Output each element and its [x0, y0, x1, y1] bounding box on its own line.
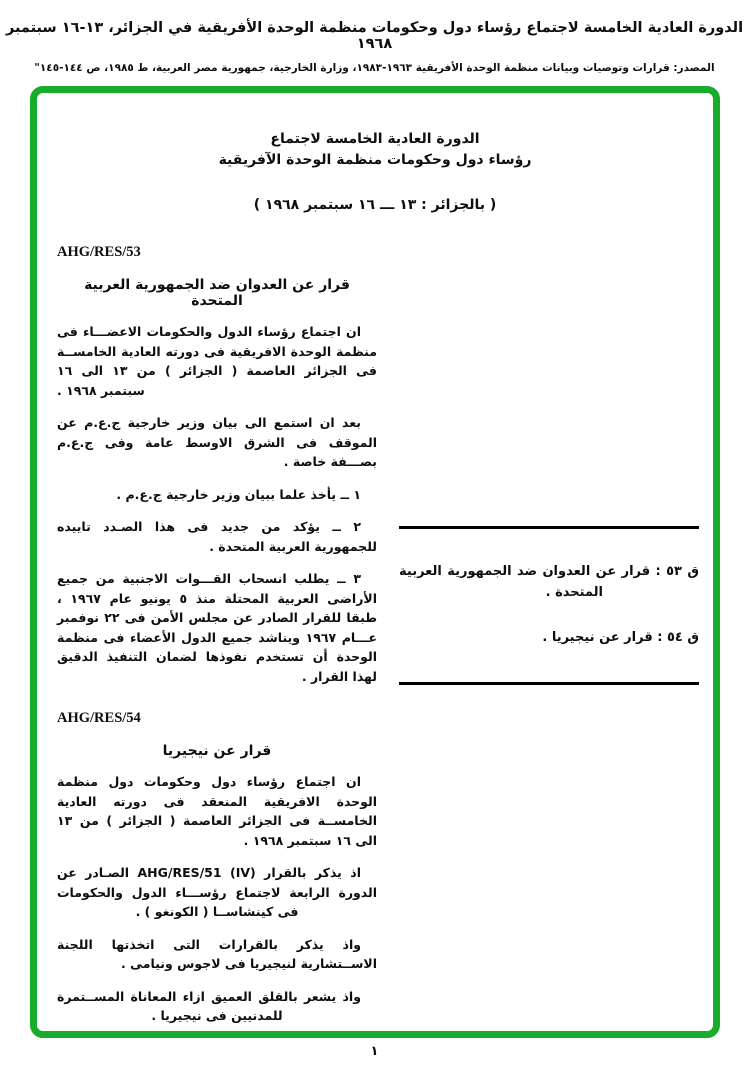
session-date-line: ( بالجزائر : ١٣ ـــ ١٦ سبتمبر ١٩٦٨ ): [253, 197, 497, 213]
resolution-53-heading: قرار عن العدوان ضد الجمهورية العربية المتحدة: [84, 277, 350, 309]
resolution-54-paragraph: ان اجتماع رؤساء دول وحكومات دول منظمة الوحدة الافريقية المنعقد فى دورته العادية الخامســة فى الجزائر العاصمة ( الجزائر ) من ١٣ الى ١٦ سبتمبر ١٩٦٨ .: [57, 774, 377, 848]
resolution-54-paragraph: واذ يشعر بالقلق العميق ازاء المعاناة المســتمرة للمدنيين فى نيجيريا .: [57, 988, 361, 1023]
resolutions-column: [57, 236, 377, 1026]
session-title-line1: الدورة العادية الخامسة لاجتماع: [270, 131, 480, 147]
page-number: ١: [370, 1044, 379, 1059]
margin-notes-column: [399, 236, 699, 1026]
header-title: الدورة العادية الخامسة لاجتماع رؤساء دول وحكومات منظمة الوحدة الأفريقية في الجزائر، ١٣-١٦ سبتمبر ١٩٦٨: [5, 20, 744, 52]
resolution-54-label: AHG/RES/54: [57, 710, 141, 726]
content-columns: [57, 236, 699, 1026]
resolution-54-heading: قرار عن نيجيريا: [162, 743, 272, 759]
session-title-line2: رؤساء دول وحكومات منظمة الوحدة الآفريقية: [218, 152, 532, 168]
resolution-53-item: ٣ ــ يطلب انسحاب القـــوات الاجنبية من جميع الأراضى العربية المحتلة منذ ٥ يونيو عام ١٩٦٧ ، طبقا للقرار الصادر عن مجلس الأمن فى ٢٢ نوفمبر عـــام ١٩٦٧ ويناشد جميع الدول الأعضاء فى منظمة الوحدة أن تستخدم نفوذها لضمان التنفيذ الدقيق لهذا القرار .: [57, 571, 377, 684]
resolution-53-item: ٢ ــ يؤكد من جديد فى هذا الصـدد تاييده للجمهورية العربية المتحدة .: [57, 519, 377, 554]
session-title-block: [37, 129, 713, 216]
header-source-line: المصدر: قرارات وتوصيات وبيانات منظمة الوحدة الأفريقية ١٩٦٣-١٩٨٣، وزارة الخارجية، جمهورية مصر العربية، ط ١٩٨٥، ص ١٤٤-١٤٥": [34, 62, 715, 74]
margin-note-53: ق ٥٣ : قرار عن العدوان ضد الجمهورية العربية المتحدة .: [399, 564, 700, 600]
resolution-53-paragraph: ان اجتماع رؤساء الدول والحكومات الاعضـــاء فى منظمة الوحدة الافريقية فى دورته العادية الخامســة فى الجزائر العاصمة ( الجزائر ) من ١٣ الى ١٦ سبتمبر ١٩٦٨ .: [57, 324, 377, 398]
resolution-53-paragraph: بعد ان استمع الى بيان وزير خارجية ج.ع.م عن الموقف فى الشرق الاوسط عامة وفى ج.ع.م بصـــفة خاصة .: [57, 415, 377, 469]
green-border-frame: [30, 86, 720, 1038]
margin-note-54: ق ٥٤ : قرار عن نيجيريا .: [542, 630, 699, 645]
resolution-54-paragraph: واذ يذكر بالقرارات التى اتخذتها اللجنة الاســتشارية لنيجيريا فى لاجوس ونيامى .: [57, 936, 377, 971]
notes-divider-bottom: [399, 682, 699, 685]
resolution-53-item: ١ ــ يأخذ علما ببيان وزير خارجية ج.ع.م .: [116, 486, 361, 502]
notes-divider-top: [399, 526, 699, 529]
resolution-53-label: AHG/RES/53: [57, 244, 141, 260]
document-header: [0, 20, 749, 74]
resolution-54-paragraph: اذ يذكر بالقرار AHG/RES/51 (IV) الصـادر عن الدورة الرابعة لاجتماع رؤســـاء الدول والحكومات فى كينشاســا ( الكونغو ) .: [57, 865, 377, 919]
